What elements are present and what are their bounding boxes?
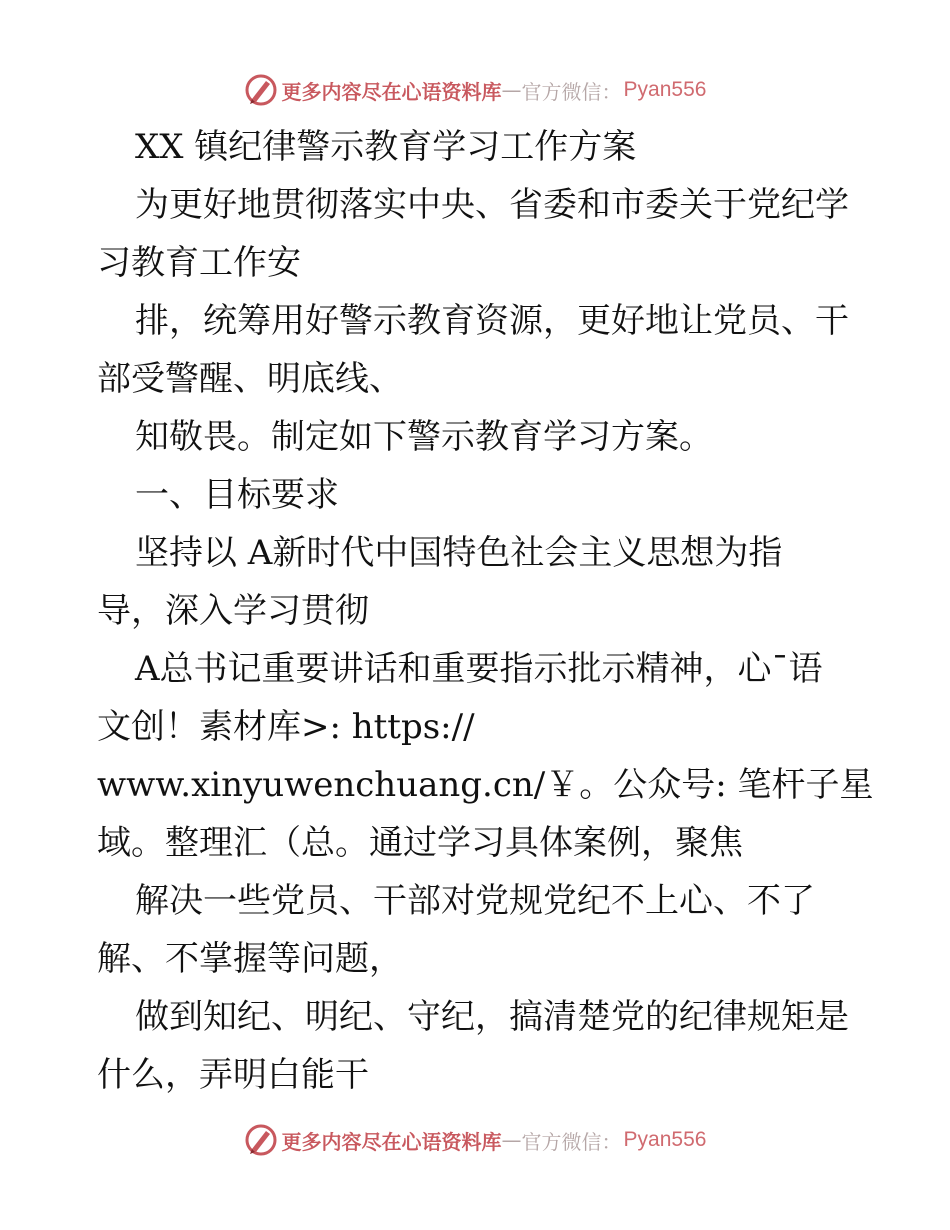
footer-banner [0, 1118, 950, 1162]
paragraph-line: 解决一些党员、干部对党规党纪不上心、不了 [135, 881, 815, 921]
paragraph-line: 域。整理汇（总。通过学习具体案例，聚焦 [97, 823, 743, 863]
paragraph-line: 解、不掌握等问题， [97, 939, 403, 979]
paragraph-line: 习教育工作安 [97, 243, 301, 283]
paragraph-line: 部受警醒、明底线、 [97, 359, 403, 399]
paragraph-line: 坚持以 A新时代中国特色社会主义思想为指 [135, 533, 783, 573]
paragraph-line: 导，深入学习贯彻 [97, 591, 369, 631]
banner-wechat-label: 官方微信： [521, 79, 622, 104]
banner-wechat-label: 官方微信： [521, 1129, 622, 1154]
banner-wechat-id: Pyan556 [623, 1128, 707, 1151]
paragraph-line: www.xinyuwenchuang.cn/￥。公众号: 笔杆子星 [97, 765, 874, 805]
pen-logo-icon [244, 73, 278, 107]
paragraph-line: 文创！素材库>: https:// [97, 707, 475, 747]
paragraph-line: 为更好地贯彻落实中央、省委和市委关于党纪学 [135, 185, 849, 225]
banner-text: 更多内容尽在心语资料库 [281, 1129, 502, 1154]
document-body [97, 118, 897, 1104]
document-title: XX 镇纪律警示教育学习工作方案 [135, 127, 637, 167]
banner-text: 更多内容尽在心语资料库 [281, 79, 502, 104]
paragraph-line: 什么，弄明白能干 [97, 1055, 369, 1095]
banner-separator: — [501, 78, 522, 102]
paragraph-line: 做到知纪、明纪、守纪，搞清楚党的纪律规矩是 [135, 997, 849, 1037]
banner-separator: — [501, 1128, 522, 1152]
paragraph-line: 排，统筹用好警示教育资源，更好地让党员、干 [135, 301, 849, 341]
paragraph-line: 知敬畏。制定如下警示教育学习方案。 [135, 417, 713, 457]
pen-logo-icon [244, 1123, 278, 1157]
header-banner [0, 68, 950, 112]
paragraph-line: A总书记重要讲话和重要指示批示精神，心¯语 [135, 649, 823, 689]
banner-wechat-id: Pyan556 [623, 78, 707, 101]
section-heading: 一、目标要求 [135, 475, 339, 515]
